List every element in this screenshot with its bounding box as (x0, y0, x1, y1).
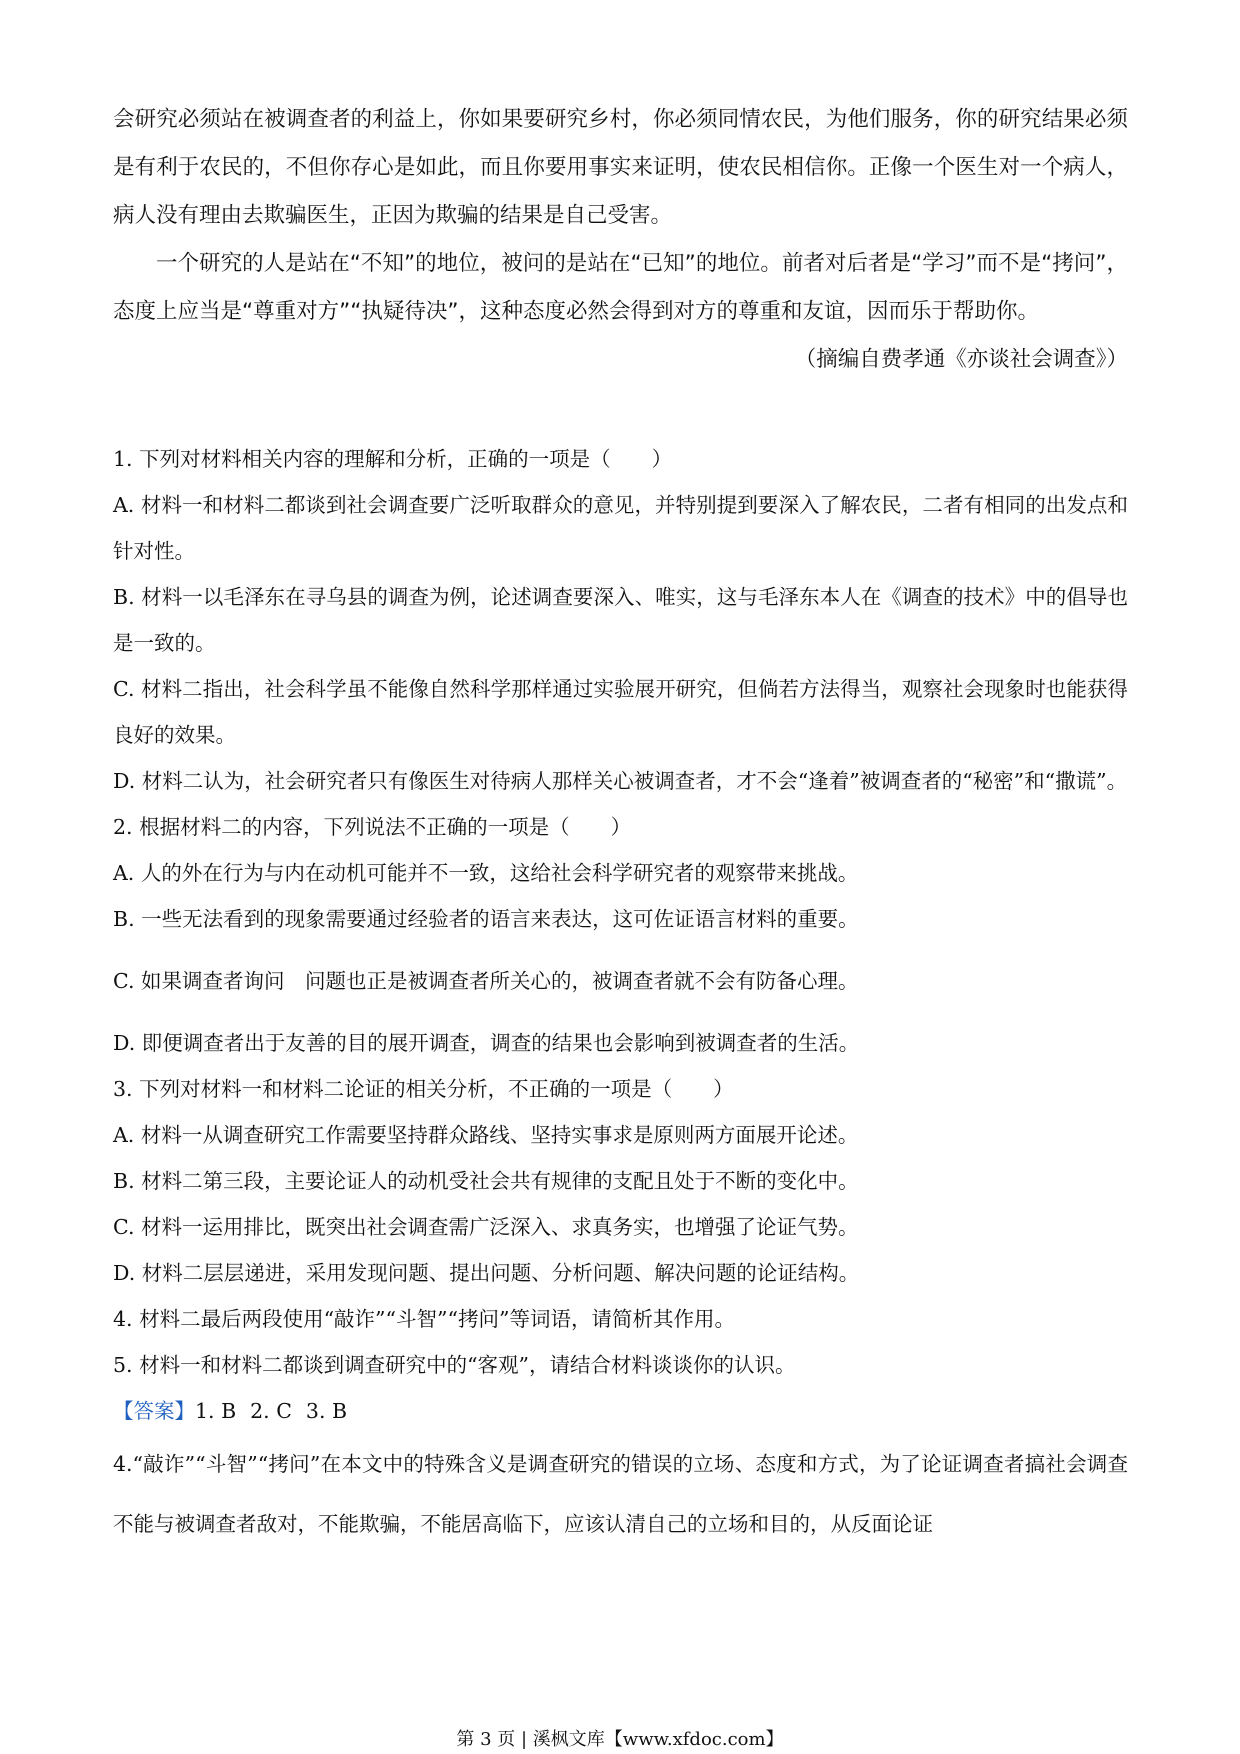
question-3-option-c: C. 材料一运用排比，既突出社会调查需广泛深入、求真务实，也增强了论证气势。 (113, 1215, 859, 1239)
answer-1: 1. B (195, 1399, 237, 1423)
passage-paragraph: 一个研究的人是站在“不知”的地位，被问的是站在“已知”的地位。前者对后者是“学习”而不是“拷问”，态度上应当是“尊重对方”“执疑待决”，这种态度必然会得到对方的尊重和友谊，因而乐于帮助你。 (113, 251, 1128, 324)
question-3-option-b: B. 材料二第三段，主要论证人的动机受社会共有规律的支配且处于不断的变化中。 (113, 1169, 859, 1193)
question-3-option-a: A. 材料一从调查研究工作需要坚持群众路线、坚持实事求是原则两方面展开论述。 (113, 1123, 859, 1147)
passage (113, 96, 1128, 384)
question-5: 5. 材料一和材料二都谈到调查研究中的“客观”，请结合材料谈谈你的认识。 (113, 1353, 796, 1377)
question-1-option-a: A. 材料一和材料二都谈到社会调查要广泛听取群众的意见，并特别提到要深入了解农民，二者有相同的出发点和针对性。 (113, 493, 1128, 563)
question-2-option-d: D. 即便调查者出于友善的目的展开调查，调查的结果也会影响到被调查者的生活。 (113, 1031, 860, 1055)
question-2-option-b: B. 一些无法看到的现象需要通过经验者的语言来表达，这可佐证语言材料的重要。 (113, 907, 859, 931)
question-1-option-d: D. 材料二认为，社会研究者只有像医生对待病人那样关心被调查者，才不会“逢着”被调查者的“秘密”和“撒谎”。 (113, 769, 1128, 793)
passage-paragraph: 会研究必须站在被调查者的利益上，你如果要研究乡村，你必须同情农民，为他们服务，你的研究结果必须是有利于农民的，不但你存心是如此，而且你要用事实来证明，使农民相信你。正像一个医生对一个病人，病人没有理由去欺骗医生，正因为欺骗的结果是自己受害。 (113, 107, 1128, 228)
answer-3: 3. B (305, 1399, 348, 1423)
question-2-stem: 2. 根据材料二的内容，下列说法不正确的一项是（ ） (113, 815, 632, 839)
passage-source: （摘编自费孝通《亦谈社会调查》） (794, 347, 1128, 372)
answer-line (113, 1388, 1128, 1434)
answer-2: 2. C (250, 1399, 292, 1423)
question-4: 4. 材料二最后两段使用“敲诈”“斗智”“拷问”等词语，请简析其作用。 (113, 1307, 735, 1331)
answer-analysis-4: 4.“敲诈”“斗智”“拷问”在本文中的特殊含义是调查研究的错误的立场、态度和方式，为了论证调查者搞社会调查不能与被调查者敌对，不能欺骗，不能居高临下，应该认清自己的立场和目的，从反面论证 (113, 1452, 1128, 1536)
question-2-option-c: C. 如果调查者询问 问题也正是被调查者所关心的，被调查者就不会有防备心理。 (113, 969, 859, 993)
question-3-stem: 3. 下列对材料一和材料二论证的相关分析，不正确的一项是（ ） (113, 1077, 734, 1101)
answer-label: 【答案】 (113, 1399, 195, 1423)
question-3-option-d: D. 材料二层层递进，采用发现问题、提出问题、分析问题、解决问题的论证结构。 (113, 1261, 860, 1285)
question-2-option-a: A. 人的外在行为与内在动机可能并不一致，这给社会科学研究者的观察带来挑战。 (113, 861, 859, 885)
question-1-stem: 1. 下列对材料相关内容的理解和分析，正确的一项是（ ） (113, 447, 673, 471)
questions-section (113, 436, 1128, 1554)
question-1-option-c: C. 材料二指出，社会科学虽不能像自然科学那样通过实验展开研究，但倘若方法得当，观察社会现象时也能获得良好的效果。 (113, 677, 1128, 747)
question-1-option-b: B. 材料一以毛泽东在寻乌县的调查为例，论述调查要深入、唯实，这与毛泽东本人在《调查的技术》中的倡导也是一致的。 (113, 585, 1128, 655)
page-footer: 第 3 页 | 溪枫文库【www.xfdoc.com】 (456, 1729, 784, 1750)
